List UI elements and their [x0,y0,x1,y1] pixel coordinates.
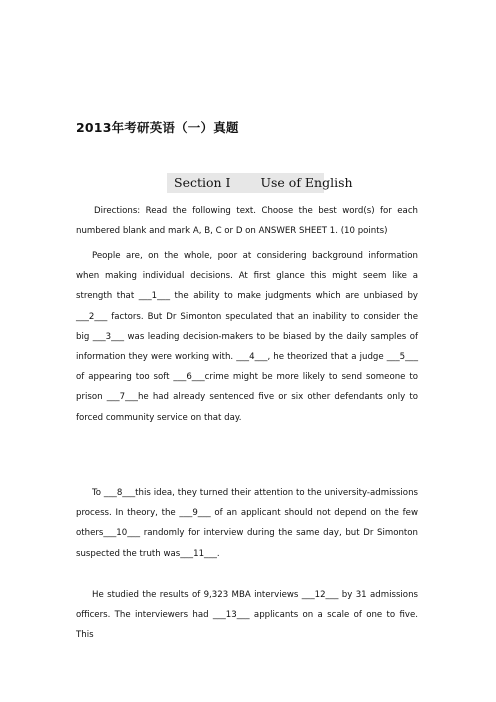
section-heading [167,173,353,193]
passage-paragraph-1: People are, on the whole, poor at considering background information when making individual decisions. At first glance this might seem like a strength that ___1___ the ability to make judgments which are unbiased by ___2___ factors. But Dr Simonton speculated that an inability to consider the big ___3___ was leading decision-makers to be biased by the daily samples of information they were working with. ___4___, he theorized that a judge ___5___ of appearing too soft ___6___crime might be more likely to send someone to prison ___7___he had already sentenced five or six other defendants only to forced community service on that day. [76,251,418,423]
document-title: 2013年考研英语（一）真题 [76,120,239,135]
section-name: Use of English [260,175,353,190]
directions-paragraph: Directions: Read the following text. Choose the best word(s) for each numbered blank and mark A, B, C or D on ANSWER SHEET 1. (10 points) [76,206,418,237]
passage-paragraph-2: To ___8___this idea, they turned their attention to the university-admissions process. In theory, the ___9___ of an applicant should not depend on the few others___10___ randomly for interview during the same day, but Dr Simonton suspected the truth was___11___. [76,488,418,559]
section-number: Section I [174,175,231,190]
passage-paragraph-3: He studied the results of 9,323 MBA interviews ___12___ by 31 admissions officers. The interviewers had ___13___ applicants on a scale of one to five. This [76,590,418,641]
